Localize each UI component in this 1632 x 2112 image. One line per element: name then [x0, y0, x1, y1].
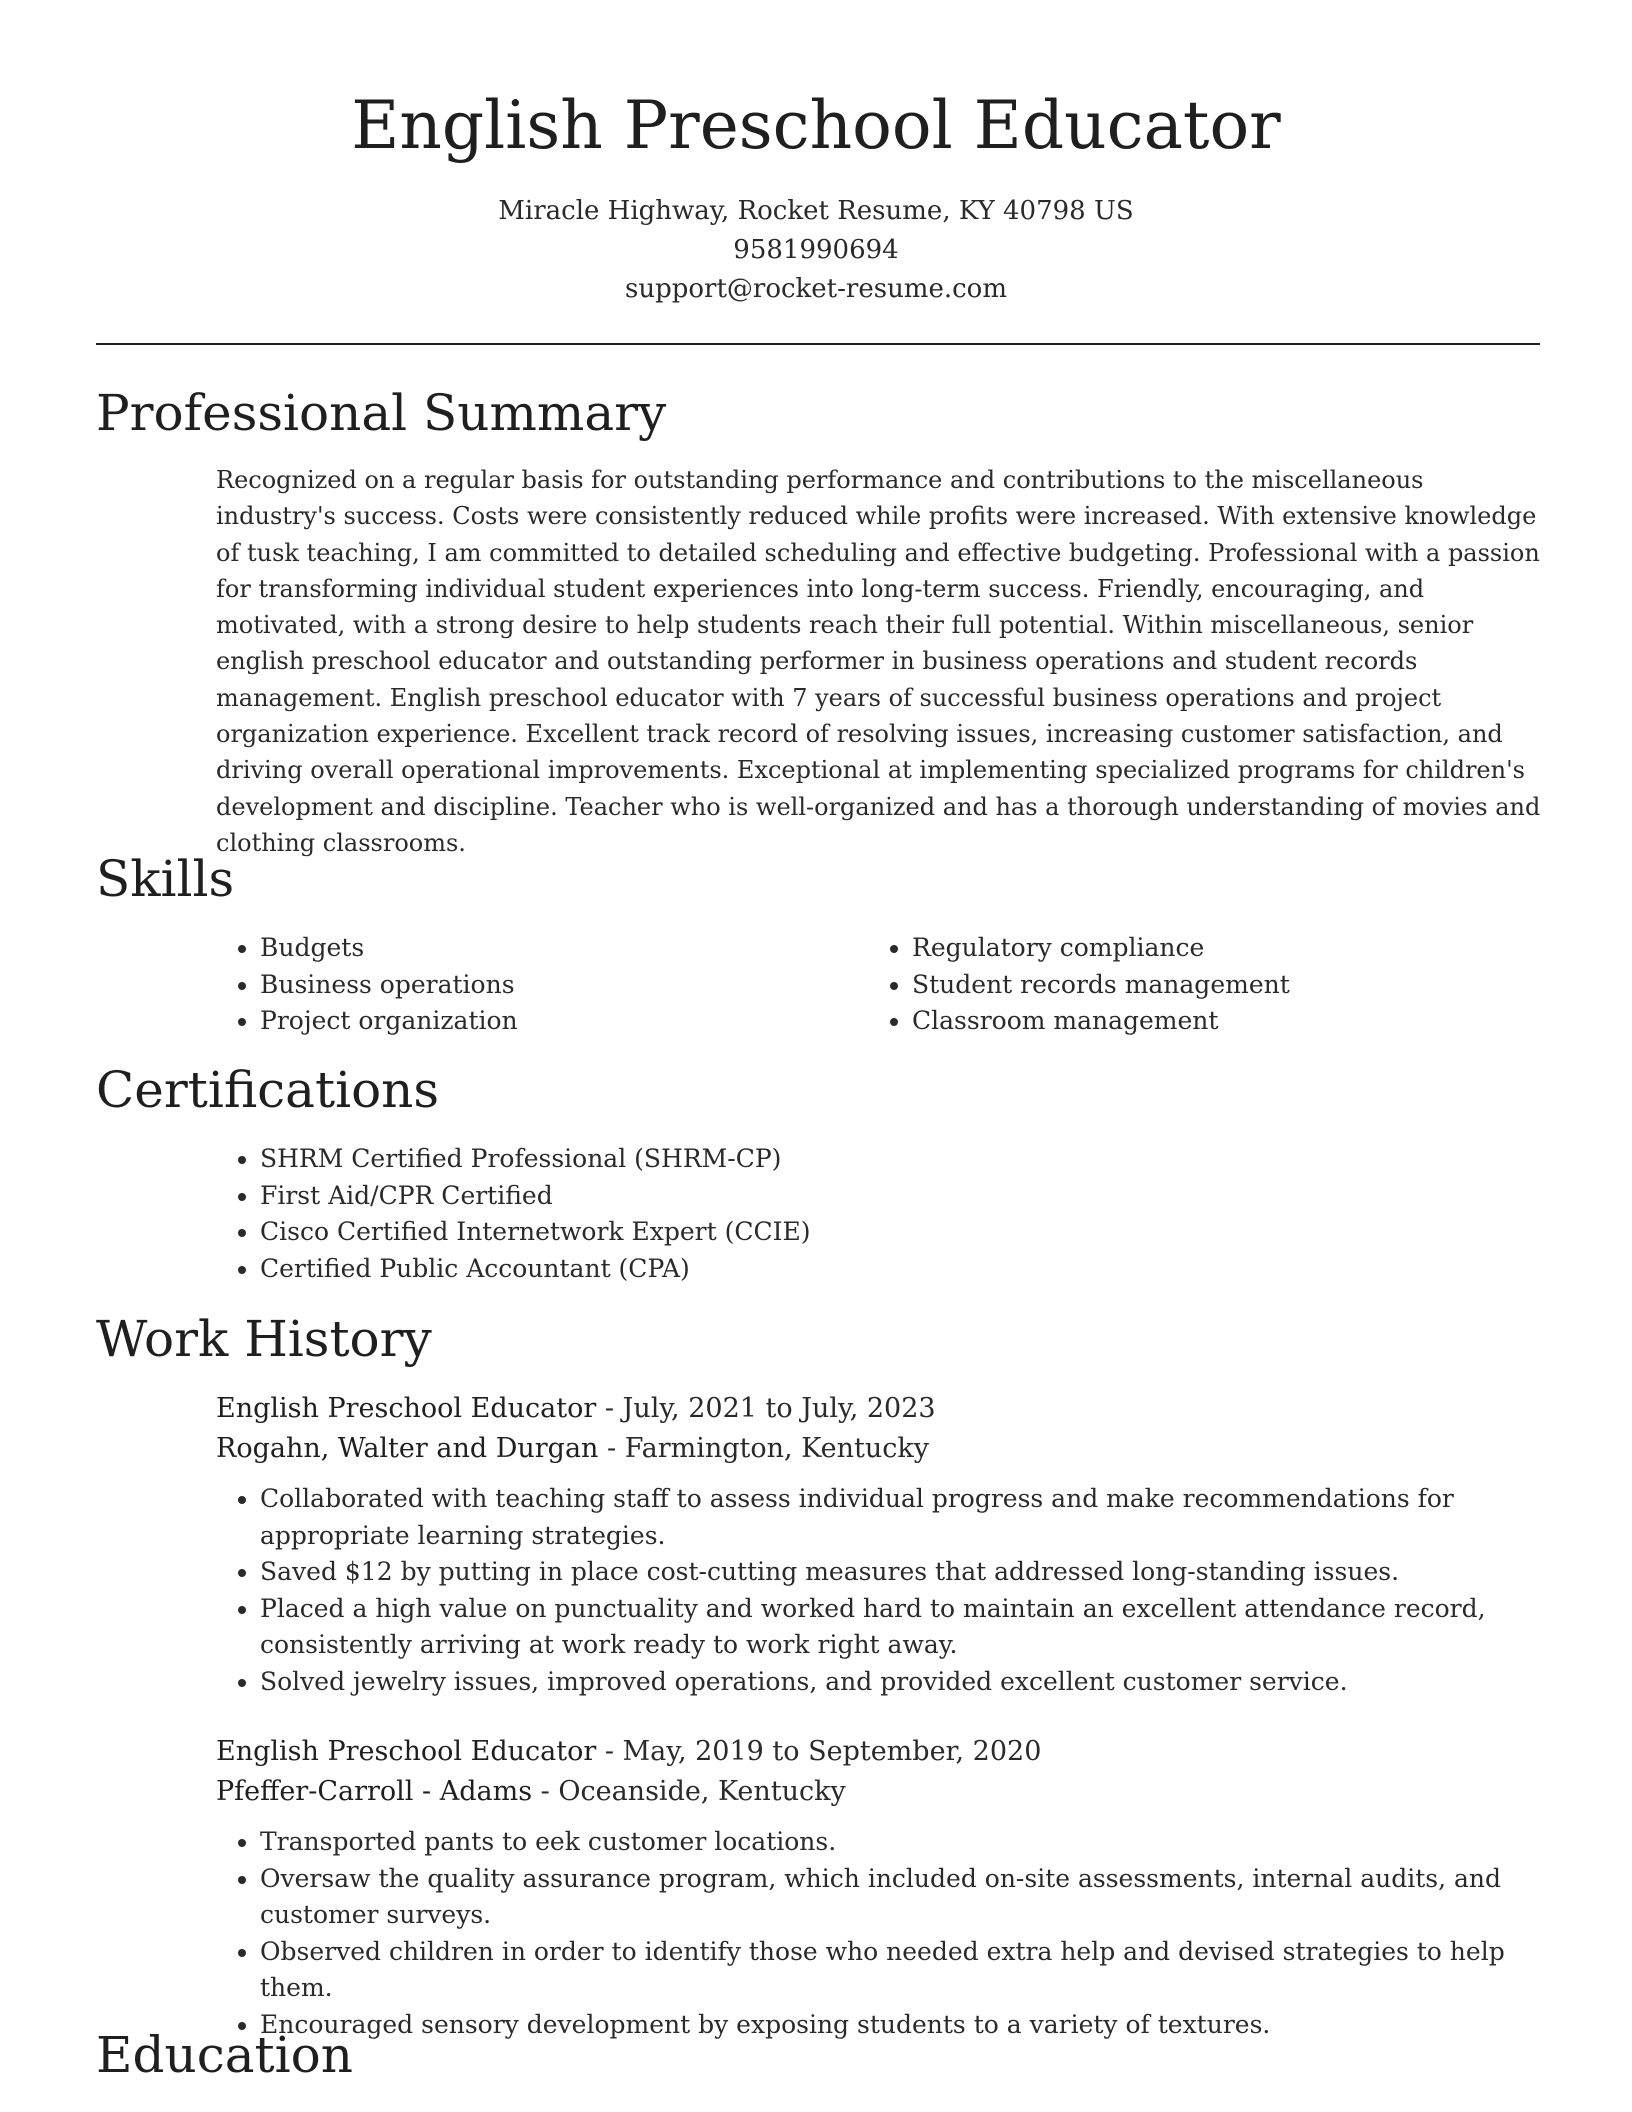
- job-bullet: • Encouraged sensory development by exposing students to a variety of textures.: [260, 2007, 1546, 2044]
- job-2-company-line: [216, 1772, 846, 1812]
- certification-item: • Certified Public Accountant (CPA): [260, 1251, 1116, 1288]
- skill-item: • Project organization: [260, 1003, 816, 1040]
- job-bullet: • Observed children in order to identify those who needed extra help and devised strategies to help them.: [260, 1934, 1546, 2007]
- certification-item: • Cisco Certified Internetwork Expert (CCIE): [260, 1214, 1116, 1251]
- skills-column-right: [868, 930, 1468, 1040]
- header-divider: [96, 343, 1540, 345]
- certifications-heading: Certifications: [96, 1061, 440, 1119]
- job-1-company: Rogahn, Walter and Durgan: [216, 1433, 599, 1464]
- summary-text: Recognized on a regular basis for outstanding performance and contributions to the miscellaneous industry's success. Costs were consistently reduced while profits were increased. With extensive knowledge of tusk teaching, I am committed to detailed scheduling and effective budgeting. Professional with a passion for transforming individual student experiences into long-term success. Friendly, encouraging, and motivated, with a strong desire to help students reach their full potential. Within miscellaneous, senior english preschool educator and outstanding performer in business operations and student records management. English preschool educator with 7 years of successful business operations and project organization experience. Excellent track record of resolving issues, increasing customer satisfaction, and driving overall operational improvements. Exceptional at implementing specialized programs for children's development and discipline. Teacher who is well-organized and has a thorough understanding of movies and clothing classrooms.: [216, 466, 1541, 857]
- contact-phone: 9581990694: [733, 235, 899, 265]
- certification-item: • SHRM Certified Professional (SHRM-CP): [260, 1141, 1116, 1178]
- summary-heading: Professional Summary: [96, 384, 667, 442]
- skill-item: • Business operations: [260, 967, 816, 1004]
- job-1-title-line: [216, 1389, 936, 1429]
- job-1-dates: - July, 2021 to July, 2023: [596, 1393, 936, 1424]
- job-1-role: English Preschool Educator: [216, 1393, 597, 1424]
- job-bullet: • Transported pants to eek customer locations.: [260, 1824, 1546, 1861]
- resume-name: English Preschool Educator: [351, 87, 1281, 164]
- job-bullet: • Saved $12 by putting in place cost-cutting measures that addressed long-standing issues.: [260, 1554, 1546, 1591]
- job-2-dates: - May, 2019 to September, 2020: [596, 1736, 1042, 1767]
- job-bullet: • Oversaw the quality assurance program, which included on-site assessments, internal audits, and customer surveys.: [260, 1861, 1546, 1934]
- job-1-bullets: [216, 1481, 1546, 1700]
- skill-item: • Regulatory compliance: [912, 930, 1468, 967]
- job-2-role: English Preschool Educator: [216, 1736, 597, 1767]
- skill-item: • Budgets: [260, 930, 816, 967]
- certifications-list: [216, 1141, 1116, 1287]
- work-history-heading: Work History: [96, 1310, 432, 1368]
- job-bullet: • Placed a high value on punctuality and worked hard to maintain an excellent attendance record, consistently arriving at work ready to work right away.: [260, 1591, 1546, 1664]
- skill-item: • Classroom management: [912, 1003, 1468, 1040]
- job-1-company-line: [216, 1429, 929, 1469]
- skills-heading: Skills: [96, 850, 235, 908]
- contact-address: Miracle Highway, Rocket Resume, KY 40798 US: [498, 196, 1134, 226]
- skills-column-left: [216, 930, 816, 1040]
- job-2-bullets: [216, 1824, 1546, 2043]
- job-2-location: - Oceanside, Kentucky: [532, 1776, 846, 1807]
- job-2-company: Pfeffer-Carroll - Adams: [216, 1776, 533, 1807]
- contact-email: support@rocket-resume.com: [624, 274, 1007, 304]
- skill-item: • Student records management: [912, 967, 1468, 1004]
- education-heading: Education: [96, 2026, 353, 2084]
- job-1-location: - Farmington, Kentucky: [598, 1433, 929, 1464]
- job-bullet: • Solved jewelry issues, improved operations, and provided excellent customer service.: [260, 1664, 1546, 1701]
- contact-block: [0, 192, 1632, 309]
- job-2-title-line: [216, 1732, 1041, 1772]
- certification-item: • First Aid/CPR Certified: [260, 1178, 1116, 1215]
- job-bullet: • Collaborated with teaching staff to assess individual progress and make recommendations for appropriate learning strategies.: [260, 1481, 1546, 1554]
